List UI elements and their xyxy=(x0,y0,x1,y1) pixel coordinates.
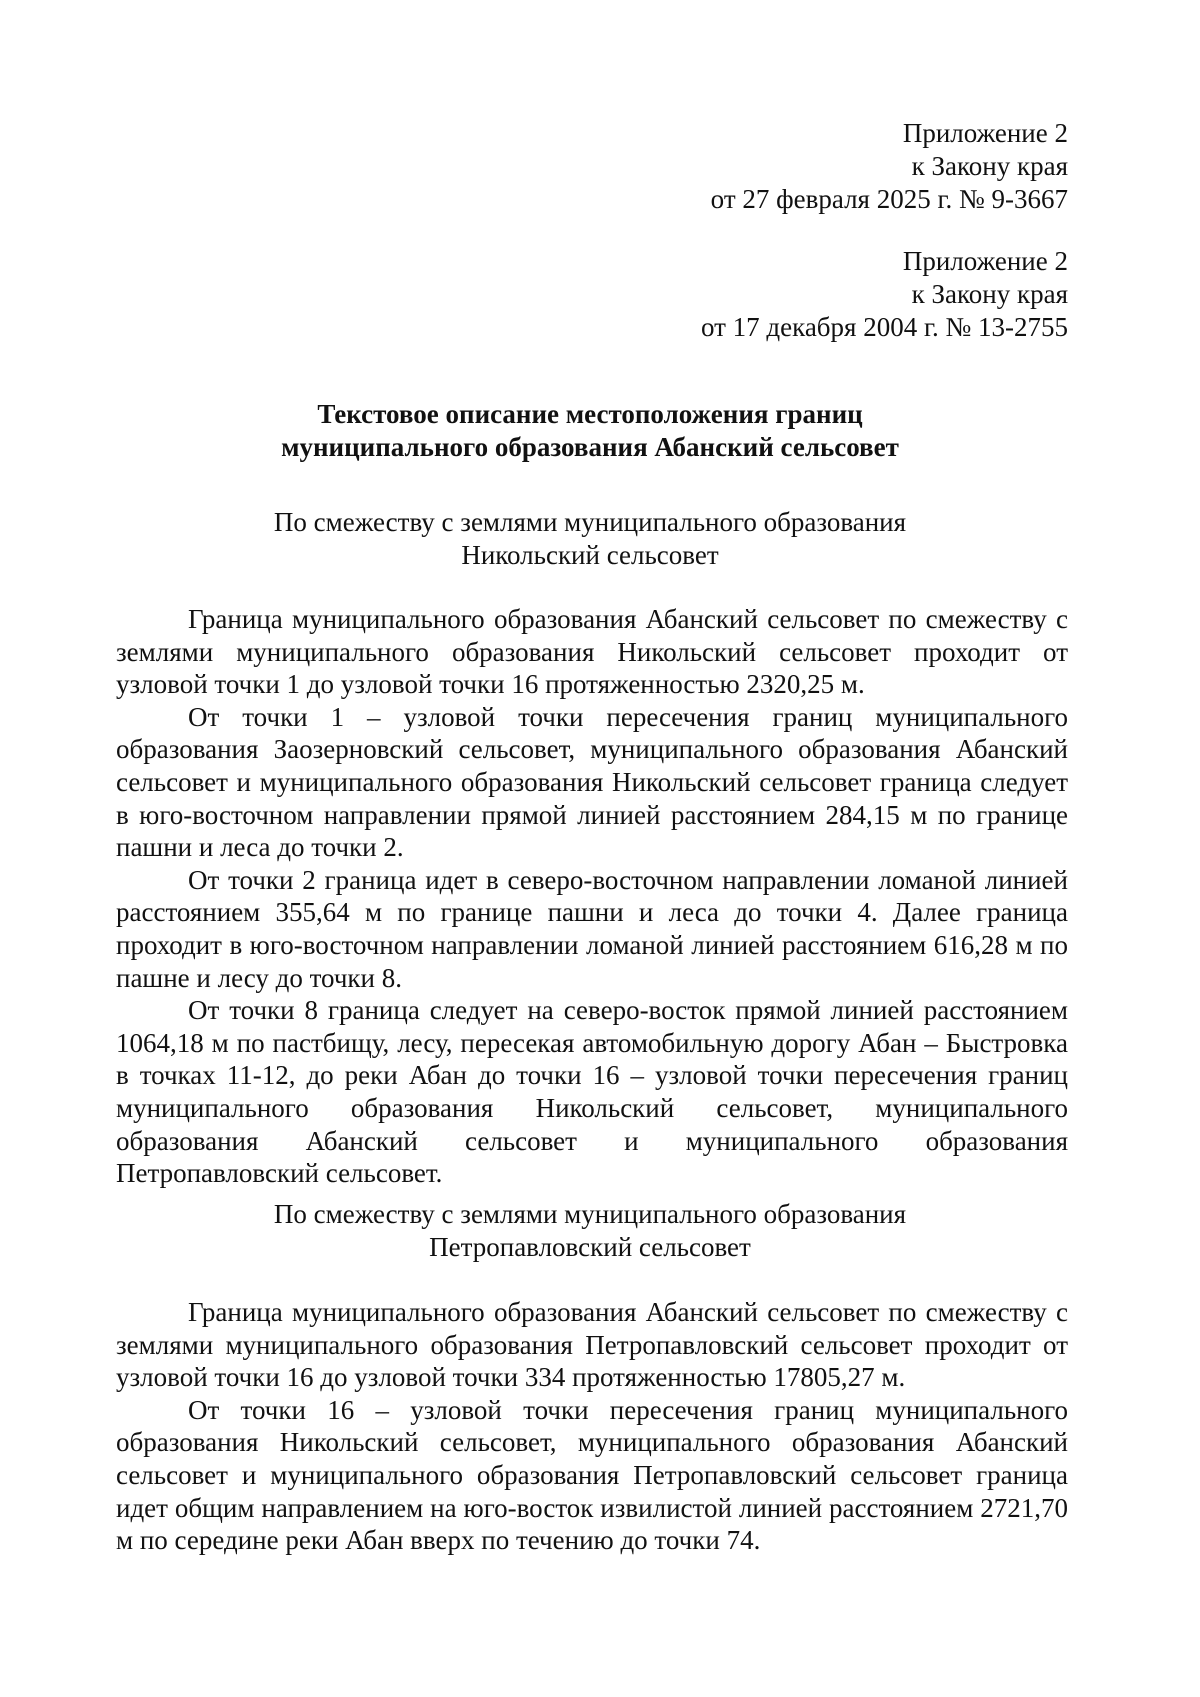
annex-date-number: от 17 декабря 2004 г. № 13-2755 xyxy=(700,312,1068,342)
section-heading-petropavlovsky xyxy=(110,1198,1070,1264)
paragraph: Граница муниципального образования Абанский сельсовет по смежеству с землями муниципального образования Никольский сельсовет проходит от узловой точки 1 до узловой точки 16 протяженностью 2320,25 м. xyxy=(116,604,1068,700)
section-heading-line-1: По смежеству с землями муниципального образования xyxy=(273,1199,907,1229)
section-heading-line-2: Петропавловский сельсовет xyxy=(429,1232,751,1262)
annex-header-current xyxy=(711,117,1068,216)
section-heading-line-1: По смежеству с землями муниципального образования xyxy=(273,507,907,537)
annex-label: Приложение 2 xyxy=(902,246,1068,276)
section-body-nikolsky xyxy=(116,603,1068,1190)
annex-date-number: от 27 февраля 2025 г. № 9-3667 xyxy=(710,184,1068,214)
paragraph: От точки 1 – узловой точки пересечения границ муниципального образования Заозерновский сельсовет, муниципального образования Абанский сельсовет и муниципального образования Никольский сельсовет граница следует в юго-восточном направлении прямой линией расстоянием 284,15 м по границе пашни и леса до точки 2. xyxy=(116,701,1068,863)
annex-law-ref: к Закону края xyxy=(911,151,1068,181)
section-heading-line-2: Никольский сельсовет xyxy=(461,540,719,570)
title-line-1: Текстовое описание местоположения границ xyxy=(317,399,863,429)
paragraph: От точки 8 граница следует на северо-восток прямой линией расстоянием 1064,18 м по пастбищу, лесу, пересекая автомобильную дорогу Абан – Быстровка в точках 11-12, до реки Абан до точки 16 – узловой точки пересечения границ муниципального образования Никольский сельсовет, муниципального образования Абанский сельсовет и муниципального образования Петропавловский сельсовет. xyxy=(116,995,1068,1189)
title-line-2: муниципального образования Абанский сельсовет xyxy=(281,432,899,462)
paragraph: От точки 16 – узловой точки пересечения границ муниципального образования Никольский сельсовет, муниципального образования Абанский сельсовет и муниципального образования Петропавловский сельсовет граница идет общим направлением на юго-восток извилистой линией расстоянием 2721,70 м по середине реки Абан вверх по течению до точки 74. xyxy=(116,1394,1068,1556)
document-title xyxy=(110,398,1070,464)
annex-header-original xyxy=(701,245,1068,344)
paragraph: От точки 2 граница идет в северо-восточном направлении ломаной линией расстоянием 355,64 м по границе пашни и леса до точки 4. Далее граница проходит в юго-восточном направлении ломаной линией расстоянием 616,28 м по пашне и лесу до точки 8. xyxy=(116,864,1068,993)
annex-label: Приложение 2 xyxy=(902,118,1068,148)
annex-law-ref: к Закону края xyxy=(911,279,1068,309)
section-body-petropavlovsky xyxy=(116,1296,1068,1557)
section-heading-nikolsky xyxy=(110,506,1070,572)
paragraph: Граница муниципального образования Абанский сельсовет по смежеству с землями муниципального образования Петропавловский сельсовет проходит от узловой точки 16 до узловой точки 334 протяженностью 17805,27 м. xyxy=(116,1297,1068,1393)
